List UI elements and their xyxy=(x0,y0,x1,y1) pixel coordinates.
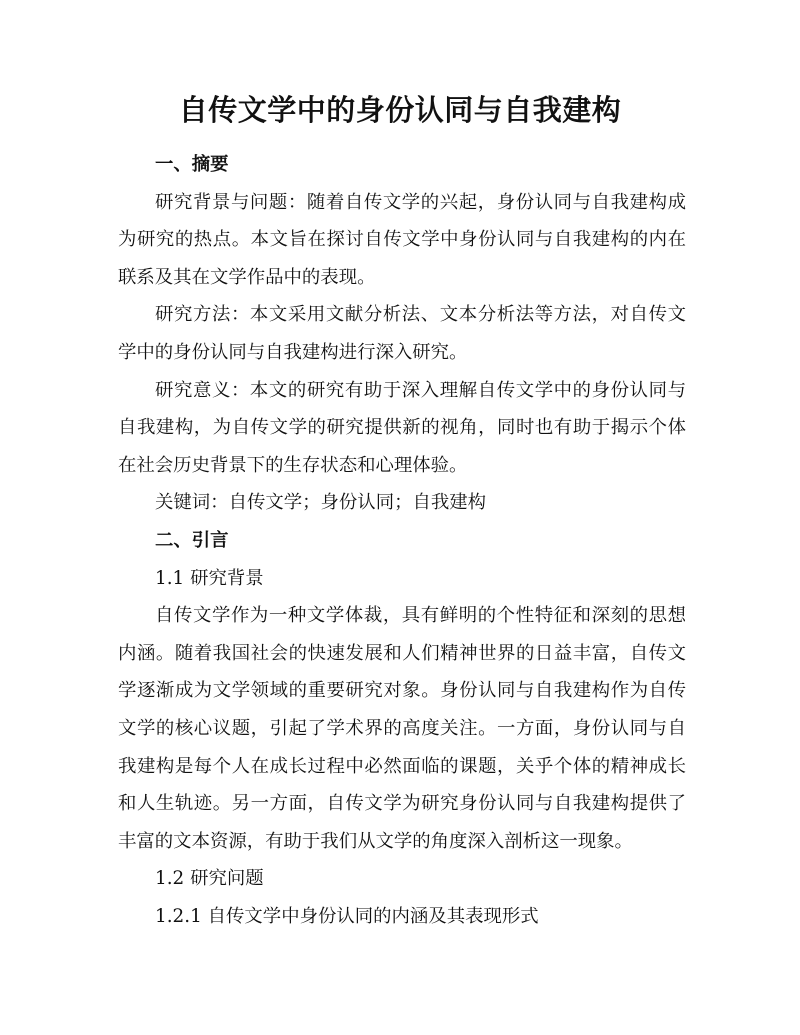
introduction-heading: 二、引言 xyxy=(155,529,229,551)
document-body xyxy=(118,146,686,935)
subsection-1-1-heading: 1.1 研究背景 xyxy=(155,567,264,589)
abstract-method-paragraph: 研究方法：本文采用文献分析法、文本分析法等方法，对自传文学中的身份认同与自我建构进行深入研究。 xyxy=(118,304,686,363)
subsection-1-2-heading: 1.2 研究问题 xyxy=(155,868,264,890)
abstract-significance-paragraph: 研究意义：本文的研究有助于深入理解自传文学中的身份认同与自我建构，为自传文学的研究提供新的视角，同时也有助于揭示个体在社会历史背景下的生存状态和心理体验。 xyxy=(118,379,686,476)
subsection-1-2-1-heading: 1.2.1 自传文学中身份认同的内涵及其表现形式 xyxy=(155,905,539,927)
abstract-heading: 一、摘要 xyxy=(155,154,229,175)
abstract-background-paragraph: 研究背景与问题：随着自传文学的兴起，身份认同与自我建构成为研究的热点。本文旨在探讨自传文学中身份认同与自我建构的内在联系及其在文学作品中的表现。 xyxy=(118,191,686,288)
keywords-line: 关键词：自传文学；身份认同；自我建构 xyxy=(155,492,487,514)
background-paragraph: 自传文学作为一种文学体裁，具有鲜明的个性特征和深刻的思想内涵。随着我国社会的快速发展和人们精神世界的日益丰富，自传文学逐渐成为文学领域的重要研究对象。身份认同与自我建构作为自传文学的核心议题，引起了学术界的高度关注。一方面，身份认同与自我建构是每个人在成长过程中必然面临的课题，关乎个体的精神成长和人生轨迹。另一方面，自传文学为研究身份认同与自我建构提供了丰富的文本资源，有助于我们从文学的角度深入剖析这一现象。 xyxy=(118,605,686,852)
document-title: 自传文学中的身份认同与自我建构 xyxy=(178,93,622,127)
